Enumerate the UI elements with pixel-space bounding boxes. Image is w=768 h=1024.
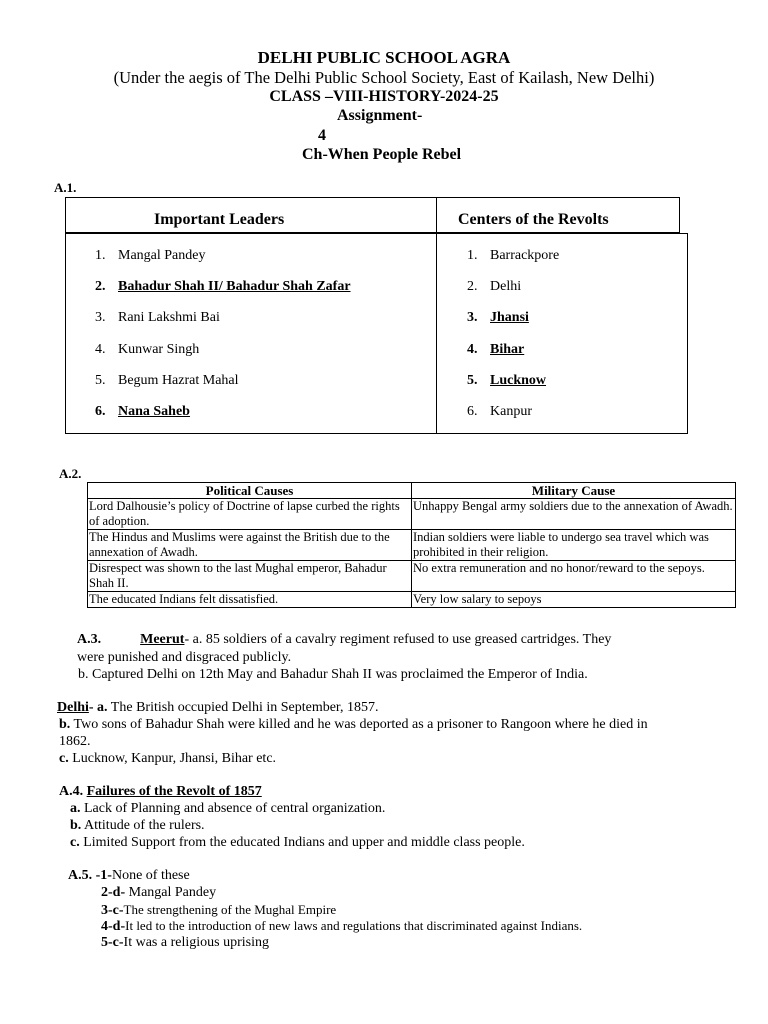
center-item-number: 2.	[467, 279, 478, 295]
a5-label: A.5.	[68, 868, 93, 883]
a5-item-4-text: It led to the introduction of new laws and regulations that discriminated against Indians.	[125, 918, 583, 933]
center-item-text: Barrackpore	[490, 248, 560, 263]
a2-label: A.2.	[59, 466, 82, 481]
a5-item-5-marker: 5-c-	[101, 935, 124, 950]
leader-item-text: Kunwar Singh	[118, 341, 200, 357]
leader-item-text: Bahadur Shah II/ Bahadur Shah Zafar	[118, 279, 351, 295]
a4-item-a-text: Lack of Planning and absence of central organization.	[80, 801, 386, 816]
center-item-number: 1.	[467, 248, 478, 263]
center-item-text: Lucknow	[490, 372, 547, 388]
delhi-a-marker: - a.	[88, 700, 108, 715]
a5-item-2-marker: 2-d-	[101, 885, 126, 900]
a4-heading-line	[59, 784, 262, 800]
a4-item-a	[70, 801, 385, 817]
a4-item-b	[70, 818, 205, 834]
delhi-b-marker: b.	[59, 717, 71, 732]
center-item-number: 3.	[467, 310, 478, 326]
a3-meerut-line	[77, 632, 611, 648]
political-cause-cell: Disrespect was shown to the last Mughal emperor, Bahadur Shah II.	[88, 561, 412, 592]
military-cause-cell: Indian soldiers were liable to undergo sea travel which was prohibited in their religion.	[412, 530, 736, 561]
leader-item-text: Rani Lakshmi Bai	[118, 310, 220, 326]
leader-item-number: 1.	[95, 248, 106, 263]
center-item-text: Jhansi	[490, 310, 529, 326]
a5-item-5-text: It was a religious uprising	[123, 935, 269, 950]
political-cause-cell: The educated Indians felt dissatisfied.	[88, 592, 412, 608]
delhi-point-b-cont: 1862.	[59, 734, 91, 749]
a1-header-leaders: Important Leaders	[154, 211, 285, 228]
delhi-line-b	[59, 717, 648, 733]
leader-item-text: Mangal Pandey	[118, 248, 206, 263]
a3-label: A.3.	[77, 632, 102, 647]
political-cause-cell: The Hindus and Muslims were against the British due to the annexation of Awadh.	[88, 530, 412, 561]
a5-item-4	[101, 918, 582, 935]
center-item-text: Delhi	[490, 279, 522, 295]
delhi-heading: Delhi	[57, 700, 89, 715]
meerut-heading: Meerut	[140, 632, 185, 647]
center-item-number: 5.	[467, 372, 478, 388]
a1-table-divider	[436, 197, 437, 433]
center-item-number: 6.	[467, 404, 478, 419]
table-row	[88, 530, 736, 561]
a5-item-2	[101, 885, 216, 901]
table-row	[88, 499, 736, 530]
leader-item-number: 6.	[95, 404, 106, 419]
meerut-point-a-cont: were punished and disgraced publicly.	[77, 650, 292, 665]
leader-item-text: Begum Hazrat Mahal	[118, 372, 239, 388]
a5-item-3	[101, 902, 336, 919]
a5-item-1	[68, 868, 190, 884]
school-name: DELHI PUBLIC SCHOOL AGRA	[257, 48, 511, 67]
leader-item-number: 2.	[95, 279, 106, 295]
military-cause-cell: No extra remuneration and no honor/reward to the sepoys.	[412, 561, 736, 592]
center-item-number: 4.	[467, 341, 478, 357]
a4-item-b-marker: b.	[70, 818, 82, 833]
a5-item-4-marker: 4-d-	[101, 919, 126, 934]
causes-header-political: Political Causes	[88, 483, 412, 499]
military-cause-cell: Unhappy Bengal army soldiers due to the annexation of Awadh.	[412, 499, 736, 530]
center-item-text: Kanpur	[490, 404, 532, 419]
delhi-line-a	[57, 700, 379, 716]
a4-item-b-text: Attitude of the rulers.	[81, 818, 205, 833]
causes-table	[87, 482, 736, 608]
a4-item-c-text: Limited Support from the educated Indians and upper and middle class people.	[79, 835, 525, 850]
class-line: CLASS –VIII-HISTORY-2024-25	[269, 88, 499, 105]
delhi-point-b: Two sons of Bahadur Shah were killed and he was deported as a prisoner to Rangoon where he died in	[70, 717, 648, 732]
delhi-point-a: The British occupied Delhi in September, 1857.	[107, 700, 379, 715]
delhi-point-c: Lucknow, Kanpur, Jhansi, Bihar etc.	[68, 751, 277, 766]
assignment-number: 4	[318, 127, 326, 144]
table-row	[88, 592, 736, 608]
a5-item-2-text: Mangal Pandey	[125, 885, 217, 900]
a5-item-1-marker: -1-	[95, 868, 112, 883]
chapter-title: Ch-When People Rebel	[302, 146, 462, 163]
political-cause-cell: Lord Dalhousie’s policy of Doctrine of lapse curbed the rights of adoption.	[88, 499, 412, 530]
a1-label: A.1.	[54, 180, 77, 195]
leader-item-number: 4.	[95, 341, 106, 357]
a5-item-3-text: The strengthening of the Mughal Empire	[123, 902, 337, 917]
leader-item-text: Nana Saheb	[118, 404, 190, 419]
a5-item-3-marker: 3-c-	[101, 903, 124, 918]
meerut-point-a: - a. 85 soldiers of a cavalry regiment refused to use greased cartridges. They	[184, 632, 612, 647]
a4-item-c-marker: c.	[70, 835, 80, 850]
military-cause-cell: Very low salary to sepoys	[412, 592, 736, 608]
table-row	[88, 561, 736, 592]
assignment-title: Assignment-	[337, 107, 423, 124]
leader-item-number: 5.	[95, 372, 106, 388]
school-aegis: (Under the aegis of The Delhi Public School Society, East of Kailash, New Delhi)	[113, 68, 655, 87]
causes-header-military: Military Cause	[412, 483, 736, 499]
a4-item-c	[70, 835, 525, 851]
center-item-text: Bihar	[490, 341, 525, 357]
leader-item-number: 3.	[95, 310, 106, 326]
a4-heading: Failures of the Revolt of 1857	[86, 784, 262, 799]
delhi-c-marker: c.	[59, 751, 69, 766]
a5-item-1-text: None of these	[111, 868, 190, 883]
delhi-line-c	[59, 751, 276, 767]
a4-item-a-marker: a.	[70, 801, 81, 816]
a5-item-5	[101, 935, 269, 951]
meerut-point-b: b. Captured Delhi on 12th May and Bahadur Shah II was proclaimed the Emperor of India.	[78, 667, 588, 682]
a4-label: A.4.	[59, 784, 84, 799]
a1-header-centers: Centers of the Revolts	[458, 211, 609, 228]
